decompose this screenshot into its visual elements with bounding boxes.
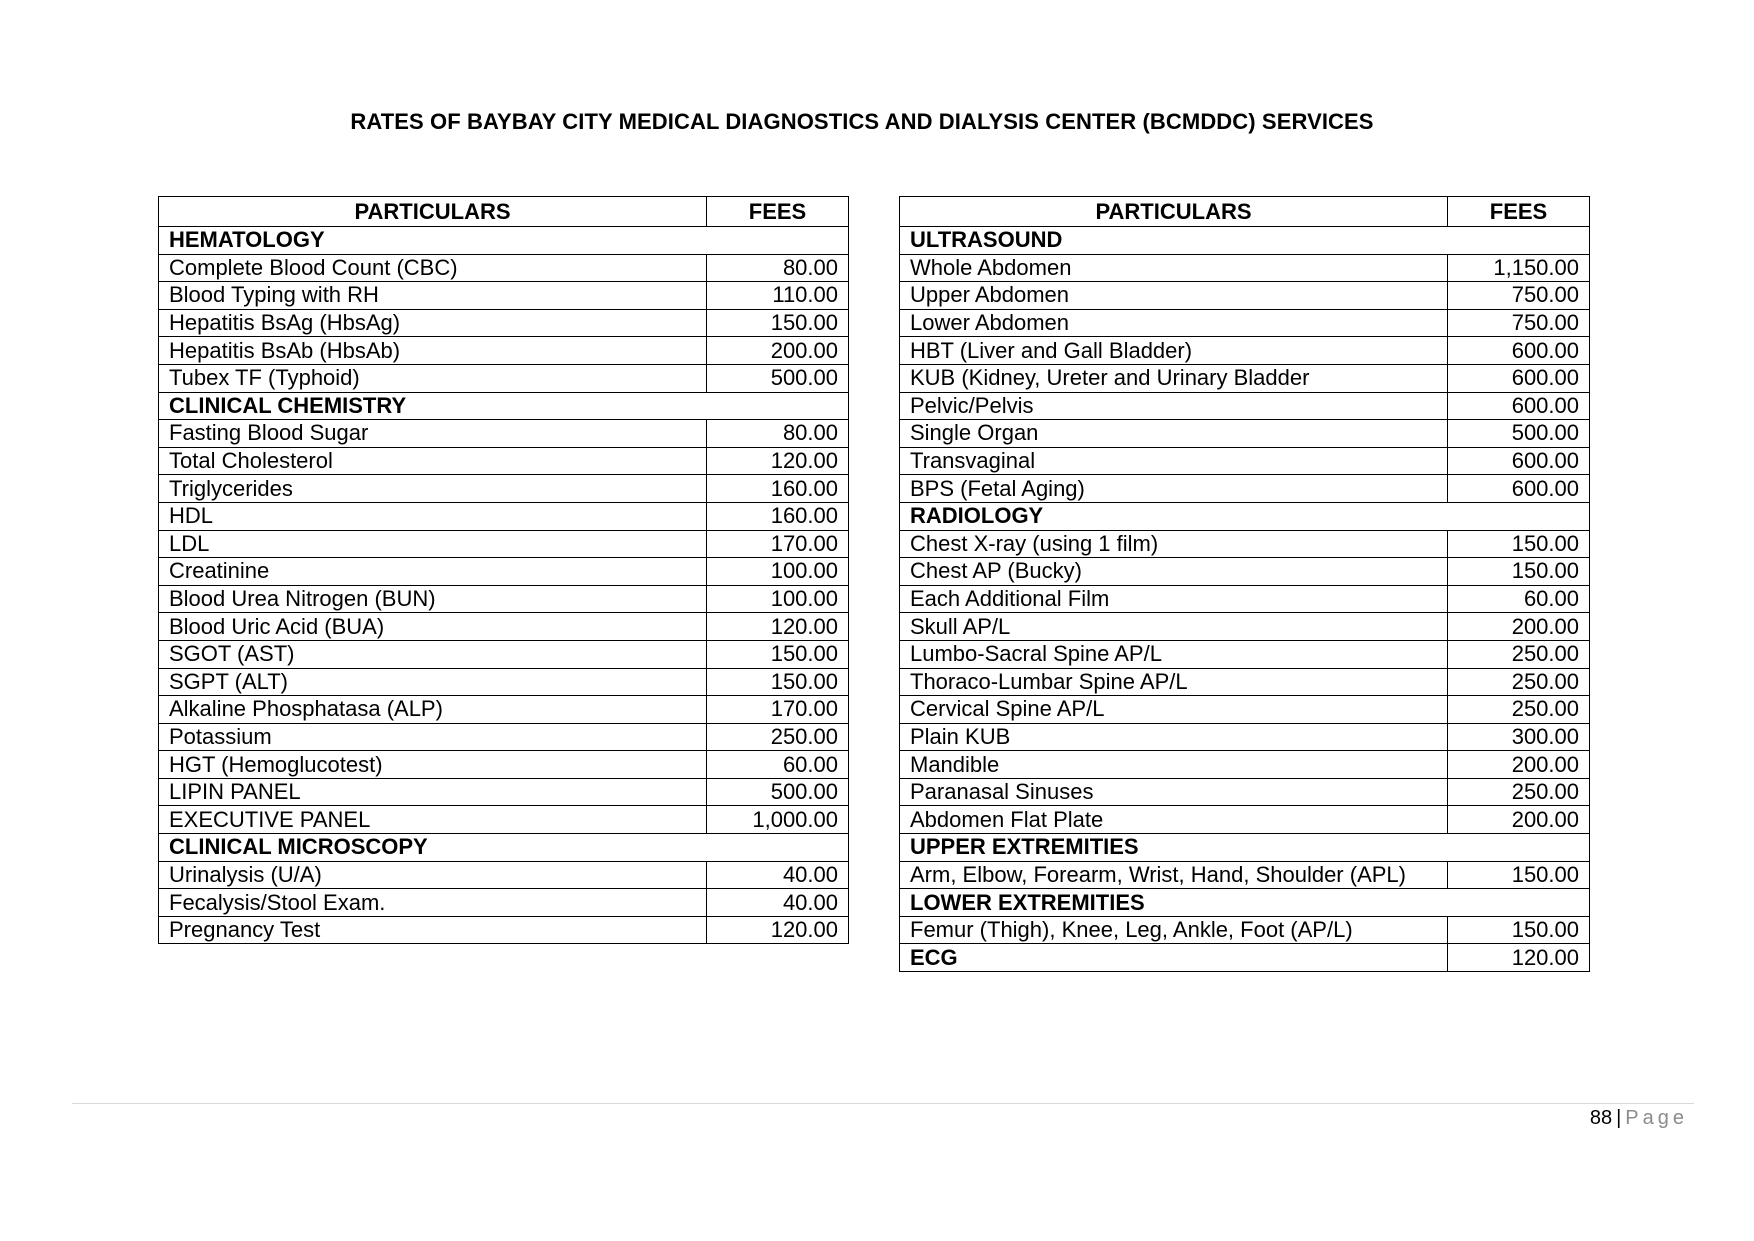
particular-cell: Potassium — [159, 723, 707, 751]
footer-divider — [72, 1103, 1694, 1104]
particular-cell: Fecalysis/Stool Exam. — [159, 889, 707, 917]
page-number: 88 — [1589, 1107, 1613, 1129]
left-table-body — [159, 227, 849, 944]
section-header-row — [159, 392, 849, 420]
page-separator: | — [1616, 1107, 1622, 1129]
particular-cell: Chest X-ray (using 1 film) — [900, 530, 1448, 558]
table-row — [900, 668, 1590, 696]
table-row — [900, 558, 1590, 586]
fee-cell: 500.00 — [707, 364, 849, 392]
table-row — [159, 806, 849, 834]
table-row — [900, 751, 1590, 779]
table-row — [159, 558, 849, 586]
document-title: RATES OF BAYBAY CITY MEDICAL DIAGNOSTICS AND DIALYSIS CENTER (BCMDDC) SERVICES — [350, 109, 1374, 134]
fee-cell: 110.00 — [707, 282, 849, 310]
particular-cell: Single Organ — [900, 420, 1448, 448]
particular-cell: SGOT (AST) — [159, 640, 707, 668]
particular-cell: Femur (Thigh), Knee, Leg, Ankle, Foot (AP/L) — [900, 916, 1448, 944]
particulars-header: PARTICULARS — [900, 197, 1448, 227]
fee-cell: 250.00 — [1448, 668, 1590, 696]
right-table-body — [900, 227, 1590, 972]
fee-cell: 750.00 — [1448, 309, 1590, 337]
fee-cell: 1,150.00 — [1448, 254, 1590, 282]
fee-cell: 500.00 — [707, 778, 849, 806]
table-row — [159, 668, 849, 696]
fee-cell: 150.00 — [1448, 558, 1590, 586]
table-row — [159, 337, 849, 365]
table-row — [159, 778, 849, 806]
fee-cell: 170.00 — [707, 530, 849, 558]
particular-cell: LIPIN PANEL — [159, 778, 707, 806]
section-title: RADIOLOGY — [900, 502, 1590, 530]
particular-cell: Hepatitis BsAg (HbsAg) — [159, 309, 707, 337]
table-row — [159, 640, 849, 668]
fee-cell: 40.00 — [707, 861, 849, 889]
fee-cell: 150.00 — [1448, 530, 1590, 558]
section-header-row — [159, 227, 849, 255]
table-row — [900, 447, 1590, 475]
right-fee-table — [899, 196, 1590, 972]
table-row — [900, 723, 1590, 751]
table-row — [900, 916, 1590, 944]
particular-cell: Blood Typing with RH — [159, 282, 707, 310]
table-row — [900, 282, 1590, 310]
section-header-row — [900, 834, 1590, 862]
table-row — [159, 447, 849, 475]
fee-cell: 120.00 — [707, 613, 849, 641]
fee-cell: 40.00 — [707, 889, 849, 917]
fee-cell: 100.00 — [707, 558, 849, 586]
particular-cell: Alkaline Phosphatasa (ALP) — [159, 696, 707, 724]
particular-cell: LDL — [159, 530, 707, 558]
section-title: ULTRASOUND — [900, 227, 1590, 255]
table-row — [159, 916, 849, 944]
table-row — [900, 530, 1590, 558]
table-row — [900, 420, 1590, 448]
fee-cell: 150.00 — [707, 640, 849, 668]
table-row — [900, 640, 1590, 668]
particular-cell: Paranasal Sinuses — [900, 778, 1448, 806]
table-row — [159, 254, 849, 282]
particular-cell: Complete Blood Count (CBC) — [159, 254, 707, 282]
fee-cell: 120.00 — [707, 916, 849, 944]
table-row — [900, 254, 1590, 282]
particular-cell: HGT (Hemoglucotest) — [159, 751, 707, 779]
particular-cell: Blood Urea Nitrogen (BUN) — [159, 585, 707, 613]
page-footer — [1590, 1107, 1688, 1130]
fee-cell: 250.00 — [1448, 696, 1590, 724]
section-title: LOWER EXTREMITIES — [900, 889, 1590, 917]
table-row — [900, 696, 1590, 724]
table-row — [159, 502, 849, 530]
table-row — [159, 696, 849, 724]
section-header-row — [900, 227, 1590, 255]
table-row — [159, 723, 849, 751]
table-row — [159, 861, 849, 889]
table-row — [900, 861, 1590, 889]
table-row — [900, 585, 1590, 613]
particular-cell: Pelvic/Pelvis — [900, 392, 1448, 420]
fee-cell: 80.00 — [707, 254, 849, 282]
fee-cell: 200.00 — [1448, 751, 1590, 779]
page-label: Page — [1625, 1107, 1688, 1129]
particular-cell: Urinalysis (U/A) — [159, 861, 707, 889]
section-header-row — [900, 502, 1590, 530]
table-row — [900, 806, 1590, 834]
particular-cell: Creatinine — [159, 558, 707, 586]
particular-cell: HDL — [159, 502, 707, 530]
particular-cell: Pregnancy Test — [159, 916, 707, 944]
table-row — [900, 337, 1590, 365]
table-row — [159, 530, 849, 558]
section-title: CLINICAL MICROSCOPY — [159, 834, 849, 862]
table-row — [900, 392, 1590, 420]
table-row — [159, 585, 849, 613]
particular-cell: Upper Abdomen — [900, 282, 1448, 310]
particulars-header: PARTICULARS — [159, 197, 707, 227]
fee-cell: 150.00 — [1448, 916, 1590, 944]
fee-cell: 250.00 — [1448, 640, 1590, 668]
fee-cell: 600.00 — [1448, 447, 1590, 475]
table-row — [900, 778, 1590, 806]
section-header-row — [900, 889, 1590, 917]
fee-cell: 160.00 — [707, 502, 849, 530]
fee-cell: 150.00 — [707, 309, 849, 337]
particular-cell: Cervical Spine AP/L — [900, 696, 1448, 724]
particular-cell: Whole Abdomen — [900, 254, 1448, 282]
table-header-row — [159, 197, 849, 227]
particular-cell: Lower Abdomen — [900, 309, 1448, 337]
table-row — [159, 889, 849, 917]
table-row — [900, 475, 1590, 503]
fee-cell: 1,000.00 — [707, 806, 849, 834]
left-fee-table — [158, 196, 849, 944]
table-row — [900, 944, 1590, 972]
section-title: CLINICAL CHEMISTRY — [159, 392, 849, 420]
particular-cell: Each Additional Film — [900, 585, 1448, 613]
table-row — [159, 309, 849, 337]
particular-cell: EXECUTIVE PANEL — [159, 806, 707, 834]
fee-cell: 60.00 — [707, 751, 849, 779]
particular-cell: Hepatitis BsAb (HbsAb) — [159, 337, 707, 365]
section-title: UPPER EXTREMITIES — [900, 834, 1590, 862]
particular-cell: Chest AP (Bucky) — [900, 558, 1448, 586]
fee-cell: 150.00 — [707, 668, 849, 696]
table-row — [159, 613, 849, 641]
fee-cell: 600.00 — [1448, 475, 1590, 503]
fee-cell: 120.00 — [1448, 944, 1590, 972]
table-row — [900, 309, 1590, 337]
fee-cell: 150.00 — [1448, 861, 1590, 889]
fee-cell: 250.00 — [707, 723, 849, 751]
table-row — [159, 282, 849, 310]
fee-cell: 60.00 — [1448, 585, 1590, 613]
fee-cell: 600.00 — [1448, 337, 1590, 365]
fee-cell: 200.00 — [707, 337, 849, 365]
table-header-row — [900, 197, 1590, 227]
fee-cell: 80.00 — [707, 420, 849, 448]
particular-cell: Tubex TF (Typhoid) — [159, 364, 707, 392]
table-row — [159, 475, 849, 503]
particular-cell: Fasting Blood Sugar — [159, 420, 707, 448]
table-row — [900, 364, 1590, 392]
table-row — [159, 364, 849, 392]
section-title: HEMATOLOGY — [159, 227, 849, 255]
particular-cell: HBT (Liver and Gall Bladder) — [900, 337, 1448, 365]
fee-cell: 250.00 — [1448, 778, 1590, 806]
section-header-row — [159, 834, 849, 862]
particular-cell: Total Cholesterol — [159, 447, 707, 475]
particular-cell: Plain KUB — [900, 723, 1448, 751]
fees-header: FEES — [1448, 197, 1590, 227]
fee-cell: 100.00 — [707, 585, 849, 613]
particular-cell: SGPT (ALT) — [159, 668, 707, 696]
fee-cell: 200.00 — [1448, 613, 1590, 641]
particular-cell: Skull AP/L — [900, 613, 1448, 641]
particular-cell: Transvaginal — [900, 447, 1448, 475]
fee-cell: 170.00 — [707, 696, 849, 724]
fee-cell: 120.00 — [707, 447, 849, 475]
fees-header: FEES — [707, 197, 849, 227]
particular-cell: Thoraco-Lumbar Spine AP/L — [900, 668, 1448, 696]
fee-cell: 500.00 — [1448, 420, 1590, 448]
particular-cell: Abdomen Flat Plate — [900, 806, 1448, 834]
fee-cell: 300.00 — [1448, 723, 1590, 751]
particular-cell: Lumbo-Sacral Spine AP/L — [900, 640, 1448, 668]
table-row — [159, 420, 849, 448]
fee-cell: 600.00 — [1448, 364, 1590, 392]
fee-cell: 160.00 — [707, 475, 849, 503]
particular-cell: Triglycerides — [159, 475, 707, 503]
particular-cell: ECG — [900, 944, 1448, 972]
particular-cell: Blood Uric Acid (BUA) — [159, 613, 707, 641]
particular-cell: Arm, Elbow, Forearm, Wrist, Hand, Shoulder (APL) — [900, 861, 1448, 889]
particular-cell: BPS (Fetal Aging) — [900, 475, 1448, 503]
fee-cell: 600.00 — [1448, 392, 1590, 420]
particular-cell: Mandible — [900, 751, 1448, 779]
table-row — [900, 613, 1590, 641]
particular-cell: KUB (Kidney, Ureter and Urinary Bladder — [900, 364, 1448, 392]
fee-cell: 750.00 — [1448, 282, 1590, 310]
table-row — [159, 751, 849, 779]
fee-cell: 200.00 — [1448, 806, 1590, 834]
